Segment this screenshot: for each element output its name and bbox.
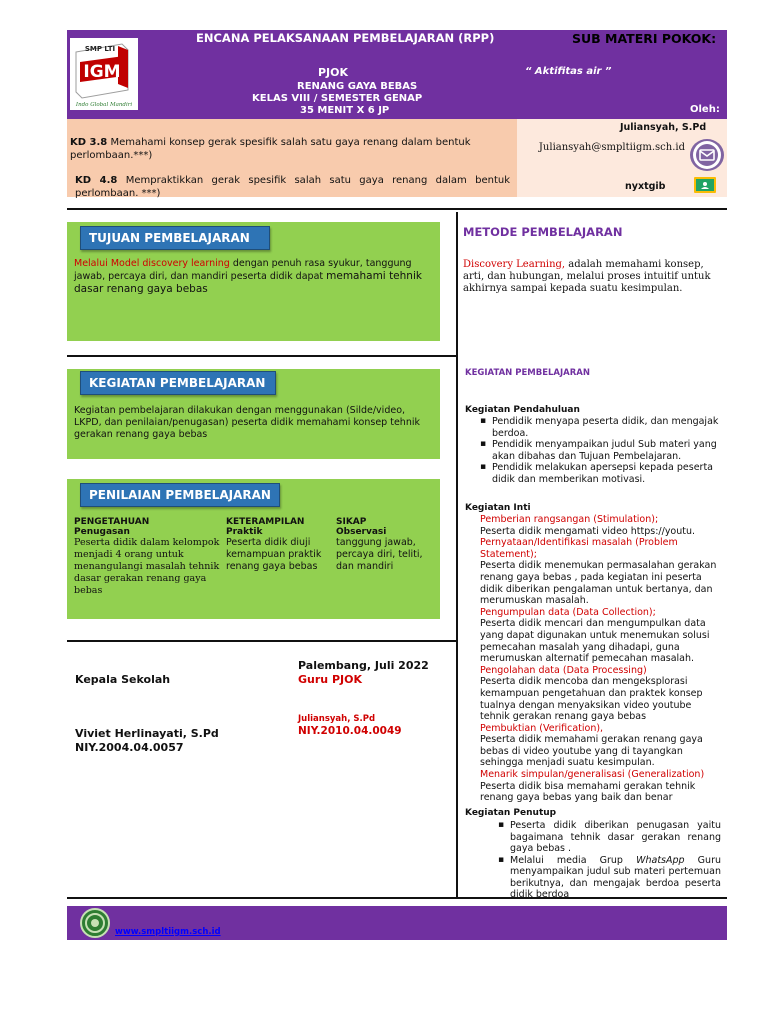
step-title: Pembuktian (Verification), <box>480 722 604 734</box>
google-classroom-icon[interactable] <box>694 177 716 193</box>
author-name: Juliansyah, S.Pd <box>620 122 707 133</box>
sub-materi-title: SUB MATERI POKOK: <box>572 31 717 46</box>
pendahuluan-list <box>478 416 723 485</box>
list-item: ▪ Pendidik menyampaikan judul Sub materi yang akan dibahas dan Tujuan Pembelajaran. <box>478 439 723 462</box>
logo-top-text: SMP LTI <box>84 45 116 53</box>
metode-text <box>463 259 725 295</box>
penutup-text: Guru menyampaikan judul sub materi pertemuan berikutnya, dan mengajak berdoa peserta didik berdoa <box>510 854 721 900</box>
col-title: KETERAMPILAN <box>226 517 305 527</box>
step-text: Peserta didik mencari dan mengumpulkan data yang dapat digunakan untuk menemukan solusi pemecahan masalah yang dihadapi, guna merumuskan alternatif pemecahan masalah. <box>480 618 710 665</box>
logo-brand-text: IGM <box>83 62 121 82</box>
guru-niy: NIY.2010.04.0049 <box>298 725 402 737</box>
inti-label: Kegiatan Inti <box>465 503 531 513</box>
metode-name: Discovery Learning, <box>463 259 566 270</box>
step-title: Pengumpulan data (Data Collection); <box>480 606 656 618</box>
oleh-label: Oleh: <box>690 104 720 115</box>
pendahuluan-label: Kegiatan Pendahuluan <box>465 405 580 415</box>
kd-4-8 <box>75 174 510 200</box>
inti-step <box>480 607 720 665</box>
col-text: Peserta didik diuji kemampuan praktik renang gaya bebas <box>226 537 322 572</box>
school-logo <box>70 38 138 110</box>
inti-step <box>480 537 720 607</box>
list-item: ▪ Pendidik melakukan apersepsi kepada peserta didik dan memberikan motivasi. <box>478 462 723 485</box>
kd-3-8 <box>70 136 510 162</box>
step-text: Peserta didik menemukan permasalahan gerakan renang gaya bebas , pada kegiatan ini peserta didik diberikan pengalaman untuk bertanya, dan merumuskan masalah. <box>480 560 717 607</box>
list-item: ▪ Pendidik menyapa peserta didik, dan mengajak berdoa. <box>478 416 723 439</box>
penilaian-col-sikap <box>336 517 436 573</box>
tujuan-model: Melalui Model discovery learning <box>74 258 230 269</box>
kd-label: KD 4.8 <box>75 175 118 186</box>
inti-step <box>480 723 720 769</box>
step-title: Menarik simpulan/generalisasi (Generalization) <box>480 769 705 781</box>
step-text: Peserta didik bisa memahami gerakan tehnik renang gaya bebas yang baik dan benar <box>480 780 696 804</box>
divider-top <box>67 208 727 210</box>
guru-signature: Juliansyah, S.Pd <box>298 714 376 724</box>
inti-steps <box>480 514 720 804</box>
list-item <box>496 855 721 901</box>
step-text: Peserta didik mengamati video https://youtu. <box>480 525 696 537</box>
kd-text: Mempraktikkan gerak spesifik salah satu gaya renang dalam bentuk perlombaan. ***) <box>75 175 510 199</box>
whatsapp-word: WhatsApp <box>636 854 685 866</box>
column-divider <box>456 212 458 898</box>
penilaian-heading: PENILAIAN PEMBELAJARAN <box>80 483 280 507</box>
guru-label: Guru PJOK <box>298 673 362 686</box>
metode-body: adalah memahami konsep, arti, dan hubungan, melalui proses intuitif untuk akhirnya sampai kepada suatu kesimpulan. <box>463 259 711 294</box>
topic-label: RENANG GAYA BEBAS <box>297 81 418 92</box>
inti-step <box>480 514 720 537</box>
class-label: KELAS VIII / SEMESTER GENAP <box>252 93 423 104</box>
place-date: Palembang, Juli 2022 <box>298 659 429 672</box>
class-code: nyxtgib <box>625 181 666 192</box>
author-email[interactable]: Juliansyah@smpltiigm.sch.id <box>538 142 685 153</box>
col-text: Peserta didik dalam kelompok menjadi 4 orang untuk menangulangi masalah tehnik dasar gerakan renang gaya bebas <box>74 537 220 596</box>
list-item: ▪ Peserta didik diberikan penugasan yaitu bagaimana tehnik dasar gerakan renang gaya bebas . <box>496 820 721 855</box>
col-text: tanggung jawab, percaya diri, teliti, dan mandiri <box>336 537 423 572</box>
metode-heading: METODE PEMBELAJARAN <box>463 225 623 239</box>
step-title: Pengolahan data (Data Processing) <box>480 664 647 676</box>
kd-label: KD 3.8 <box>70 137 108 148</box>
col-title: SIKAP <box>336 517 367 527</box>
document-title: ENCANA PELAKSANAAN PEMBELAJARAN (RPP) <box>196 31 495 45</box>
duration-label: 35 MENIT X 6 JP <box>300 105 390 116</box>
inti-step <box>480 665 720 723</box>
penutup-text: Melalui media Grup <box>510 854 637 866</box>
tujuan-heading: TUJUAN PEMBELAJARAN <box>80 226 270 250</box>
tujuan-text <box>74 257 434 296</box>
kegiatan-detail-heading: KEGIATAN PEMBELAJARAN <box>465 368 590 378</box>
step-title: Pernyataan/Identifikasi masalah (Problem Statement); <box>480 537 678 560</box>
sub-materi-value: “ Aktifitas air ” <box>525 66 612 77</box>
penutup-list <box>496 820 721 901</box>
kegiatan-heading: KEGIATAN PEMBELAJARAN <box>80 371 276 395</box>
col-sub: Observasi <box>336 527 387 537</box>
kd-text: Memahami konsep gerak spesifik salah satu gaya renang dalam bentuk perlombaan.***) <box>70 137 471 161</box>
step-text: Peserta didik mencoba dan mengeksplorasi kemampuan pengetahuan dan praktek konsep tualnya dengan menyaksikan video youtube tehnik gerakan renang gaya bebas <box>480 676 703 723</box>
logo-tagline: Indo Global Mandiri <box>75 102 133 108</box>
divider-penilaian <box>67 640 456 642</box>
kegiatan-text: Kegiatan pembelajaran dilakukan dengan menggunakan (Silde/video, LKPD, dan penilaian/penugasan) peserta didik memahami konsep tehnik gerakan renang gaya bebas <box>74 405 420 440</box>
col-title: PENGETAHUAN <box>74 517 150 527</box>
penilaian-col-pengetahuan <box>74 517 224 597</box>
penutup-label: Kegiatan Penutup <box>465 808 557 818</box>
mail-icon[interactable] <box>690 139 724 171</box>
step-text: Peserta didik memahami gerakan renang gaya bebas di video youtube yang di tayangkan sehingga menjadi suatu kesimpulan. <box>480 734 703 769</box>
subject-label: PJOK <box>318 66 349 79</box>
col-sub: Penugasan <box>74 527 130 537</box>
inti-step <box>480 769 720 804</box>
school-emblem-icon <box>80 908 110 938</box>
step-title: Pemberian rangsangan (Stimulation); <box>480 514 659 525</box>
kepala-niy: NIY.2004.04.0057 <box>75 741 184 754</box>
penilaian-col-keterampilan <box>226 517 331 573</box>
website-link[interactable]: www.smpltiigm.sch.id <box>115 927 221 937</box>
kepala-label: Kepala Sekolah <box>75 673 171 686</box>
kepala-name: Viviet Herlinayati, S.Pd <box>75 727 219 740</box>
divider-tujuan <box>67 355 456 357</box>
tujuan-body: dengan penuh rasa syukur, tanggung jawab, percaya diri, dan mandiri peserta didik dapat <box>74 258 412 282</box>
tujuan-goal: memahami tehnik dasar renang gaya bebas <box>74 270 422 295</box>
col-sub: Praktik <box>226 527 263 537</box>
